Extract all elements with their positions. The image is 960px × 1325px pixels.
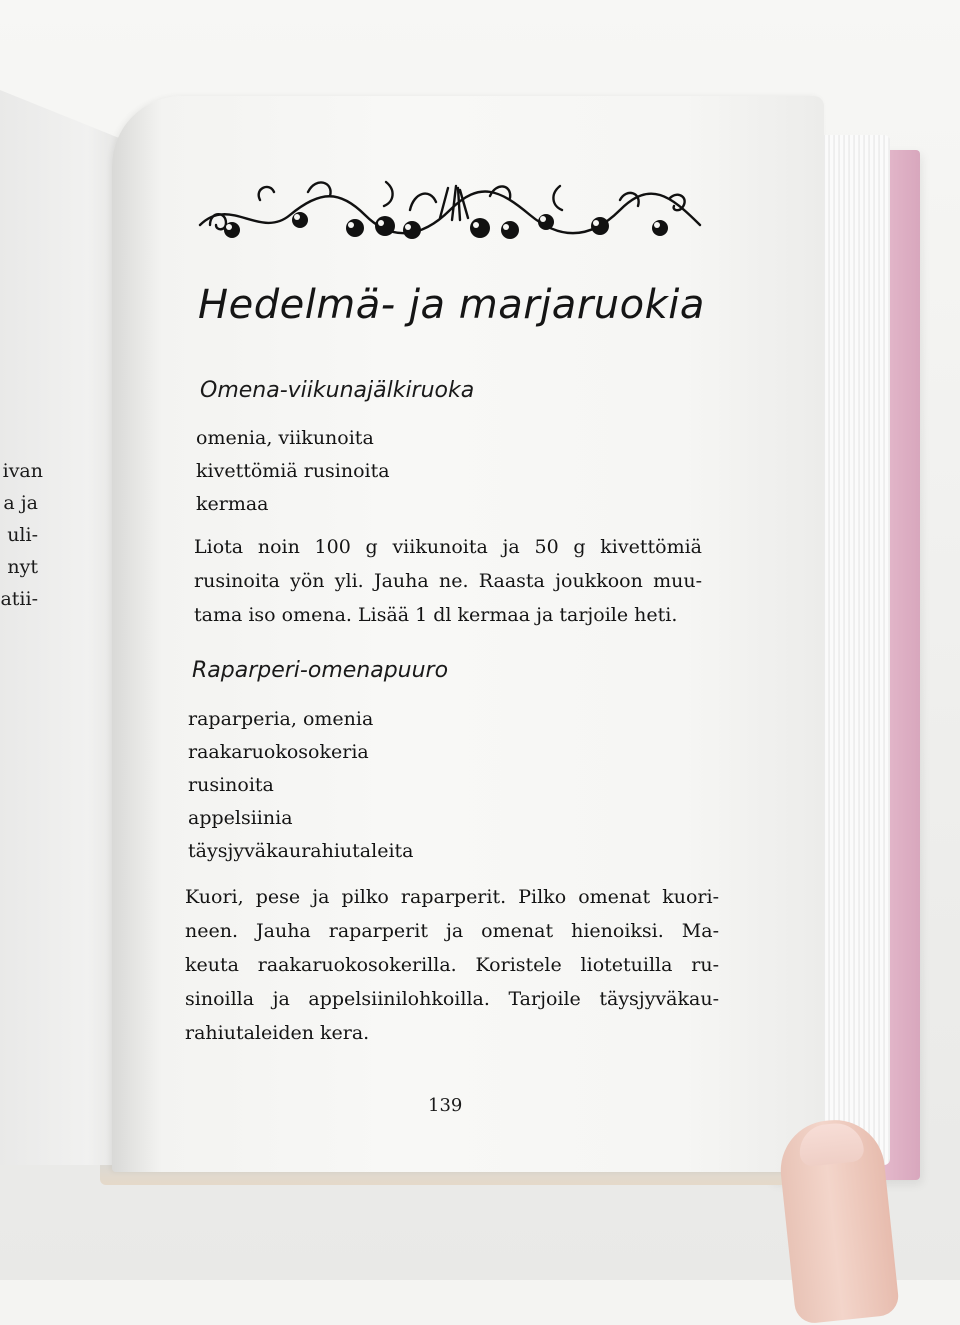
left-page-line: nyt: [7, 556, 38, 578]
instruction-line: neen. Jauha raparperit ja omenat hienoiksi. Ma-: [185, 920, 719, 942]
ingredient-item: raakaruokosokeria: [188, 741, 369, 763]
ingredient-item: rusinoita: [188, 774, 274, 796]
recipe-instructions: [194, 530, 702, 632]
page-number: 139: [428, 1095, 463, 1116]
ingredient-item: omenia, viikunoita: [196, 427, 374, 449]
instruction-line: rahiutaleiden kera.: [185, 1022, 370, 1044]
ingredient-item: kivettömiä rusinoita: [196, 460, 390, 482]
recipe-instructions: [185, 880, 719, 1050]
instruction-line: rusinoita yön yli. Jauha ne. Raasta joukkoon muu-: [194, 570, 702, 592]
left-page-line: atii-: [0, 588, 38, 610]
ingredient-item: täysjyväkaurahiutaleita: [188, 840, 414, 862]
ingredient-item: appelsiinia: [188, 807, 293, 829]
instruction-line: Kuori, pese ja pilko raparperit. Pilko omenat kuori-: [185, 886, 719, 908]
ingredient-item: kermaa: [196, 493, 269, 515]
ingredient-item: raparperia, omenia: [188, 708, 374, 730]
instruction-line: keuta raakaruokosokerilla. Koristele liotetuilla ru-: [185, 954, 719, 976]
recipe-title: Omena-viikunajälkiruoka: [200, 378, 475, 403]
instruction-line: tama iso omena. Lisää 1 dl kermaa ja tarjoile heti.: [194, 604, 678, 626]
vine-with-apples-ornament: [190, 170, 710, 250]
chapter-title: Hedelmä- ja marjaruokia: [198, 282, 705, 328]
ingredient-list: [188, 703, 414, 868]
ingredient-list: [196, 422, 390, 521]
left-page-line: uli-: [7, 524, 38, 546]
instruction-line: Liota noin 100 g viikunoita ja 50 g kivettömiä: [194, 536, 702, 558]
recipe-title: Raparperi-omenapuuro: [192, 658, 449, 683]
instruction-line: sinoilla ja appelsiinilohkoilla. Tarjoile täysjyväkau-: [185, 988, 719, 1010]
left-page-line: a ja: [3, 492, 38, 514]
left-page-line: ivan: [2, 460, 43, 482]
